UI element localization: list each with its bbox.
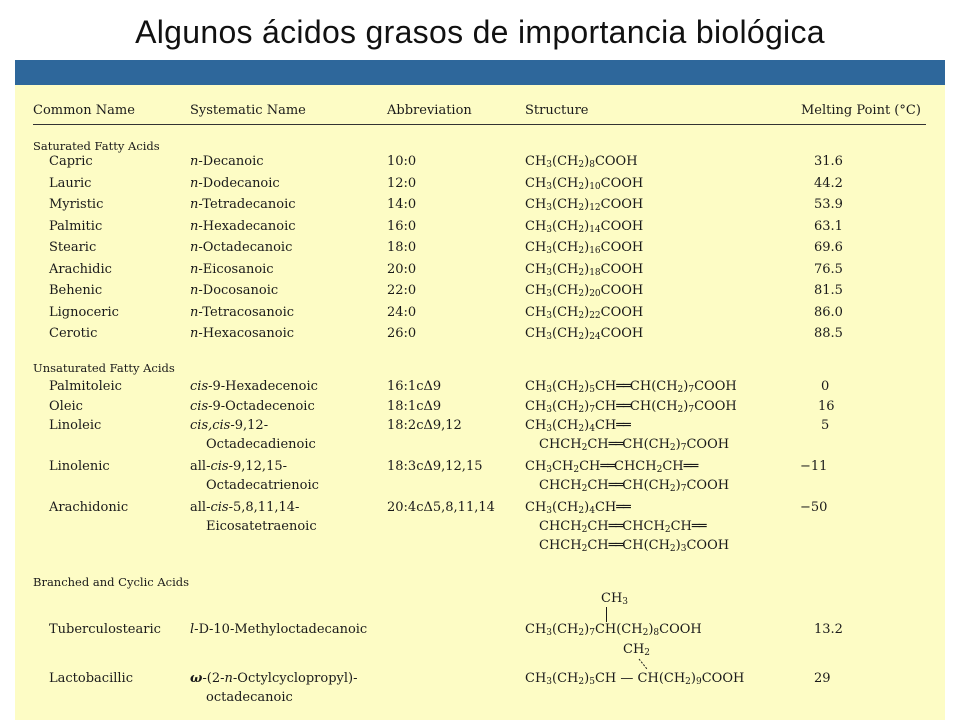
structure-cyclopropyl-ch2: $CH_2$: [623, 642, 651, 658]
abbreviation: 16:1cΔ9: [387, 379, 442, 394]
abbreviation: 18:3cΔ9,12,15: [387, 459, 483, 474]
melting-point: 81.5: [814, 283, 843, 298]
systematic-name: cis,cis-9,12-: [190, 418, 269, 433]
systematic-name: n-Docosanoic: [190, 283, 279, 298]
systematic-name: n-Octadecanoic: [190, 240, 293, 255]
common-name: Palmitic: [49, 218, 103, 234]
structure: $CH_3(CH_2)_{14}COOH$: [525, 218, 644, 235]
structure: $CH_3(CH_2)_8COOH$: [525, 154, 638, 170]
structure-cont: $CHCH_2CH══CH(CH_2)_7COOH$: [539, 478, 730, 494]
header-rule: [33, 124, 926, 125]
systematic-name-cont: Octadecadienoic: [206, 437, 316, 452]
systematic-name: n-Hexacosanoic: [190, 326, 295, 341]
melting-point: −11: [800, 459, 828, 474]
systematic-name: all-cis-5,8,11,14-: [190, 500, 300, 515]
structure-cont: $CHCH_2CH══CH(CH_2)_7COOH$: [539, 437, 730, 453]
systematic-name: n-Dodecanoic: [190, 175, 280, 191]
abbreviation: 12:0: [387, 175, 417, 191]
structure-cont: $CHCH_2CH══CH(CH_2)_3COOH$: [539, 538, 730, 554]
structure: $CH_3(CH_2)_{22}COOH$: [525, 304, 644, 321]
section-branched: Branched and Cyclic Acids: [33, 575, 190, 589]
abbreviation: 18:2cΔ9,12: [387, 418, 462, 433]
structure: $CH_3(CH_2)_7CH(CH_2)_8COOH$: [525, 622, 702, 638]
section-saturated: Saturated Fatty Acids: [33, 139, 160, 153]
abbreviation: 22:0: [387, 283, 417, 298]
branch-bond: [606, 607, 607, 622]
abbreviation: 26:0: [387, 326, 417, 341]
common-name: Capric: [49, 154, 93, 169]
abbreviation: 18:0: [387, 240, 417, 255]
abbreviation: 24:0: [387, 304, 417, 320]
structure: $CH_3(CH_2)_{20}COOH$: [525, 283, 644, 299]
systematic-name: all-cis-9,12,15-: [190, 459, 287, 474]
melting-point: 76.5: [814, 261, 843, 277]
melting-point: 0: [821, 379, 830, 394]
systematic-name: n-Eicosanoic: [190, 261, 274, 277]
common-name: Linolenic: [49, 459, 110, 474]
structure: $CH_3(CH_2)_4CH══$: [525, 500, 630, 516]
melting-point: 16: [818, 399, 835, 414]
melting-point: 69.6: [814, 240, 843, 255]
systematic-name: n-Hexadecanoic: [190, 218, 296, 234]
systematic-name: cis-9-Octadecenoic: [190, 399, 315, 414]
structure: $CH_3(CH_2)_{16}COOH$: [525, 240, 644, 256]
structure-methyl-branch: $CH_3$: [601, 591, 629, 607]
systematic-name: n-Tetracosanoic: [190, 304, 295, 320]
systematic-name: ω-(2-n-Octylcyclopropyl)-: [190, 671, 358, 686]
common-name: Lignoceric: [49, 304, 119, 320]
abbreviation: 14:0: [387, 197, 417, 212]
structure: $CH_3(CH_2)_{12}COOH$: [525, 197, 644, 213]
common-name: Lauric: [49, 175, 92, 191]
melting-point: 53.9: [814, 197, 843, 212]
header-abbreviation: Abbreviation: [387, 103, 472, 118]
structure: $CH_3(CH_2)_{10}COOH$: [525, 175, 644, 192]
abbreviation: 16:0: [387, 218, 417, 234]
melting-point: 88.5: [814, 326, 843, 341]
structure: $CH_3(CH_2)_{18}COOH$: [525, 261, 644, 278]
melting-point: 13.2: [814, 622, 843, 637]
melting-point: −50: [800, 500, 828, 515]
common-name: Arachidic: [49, 261, 112, 277]
systematic-name: cis-9-Hexadecenoic: [190, 379, 318, 394]
structure: $CH_3(CH_2)_{24}COOH$: [525, 326, 644, 342]
systematic-name-cont: Octadecatrienoic: [206, 478, 319, 493]
common-name: Oleic: [49, 399, 83, 414]
structure: $CH_3(CH_2)_5CH$ — $CH(CH_2)_9COOH$: [525, 671, 745, 687]
common-name: Arachidonic: [49, 500, 129, 515]
common-name: Linoleic: [49, 418, 102, 433]
header-structure: Structure: [525, 103, 589, 118]
common-name: Myristic: [49, 197, 104, 212]
fatty-acid-table: [15, 85, 945, 720]
header-melting-point: Melting Point (°C): [801, 103, 921, 118]
header-systematic-name: Systematic Name: [190, 103, 306, 118]
melting-point: 86.0: [814, 304, 843, 320]
common-name: Lactobacillic: [49, 671, 133, 686]
structure: $CH_3(CH_2)_5CH══CH(CH_2)_7COOH$: [525, 379, 737, 395]
structure: $CH_3(CH_2)_4CH══$: [525, 418, 630, 434]
systematic-name: l-D-10-Methyloctadecanoic: [190, 622, 368, 637]
melting-point: 31.6: [814, 154, 843, 169]
melting-point: 63.1: [814, 218, 843, 234]
common-name: Palmitoleic: [49, 379, 122, 394]
melting-point: 29: [814, 671, 831, 686]
structure: $CH_3(CH_2)_7CH══CH(CH_2)_7COOH$: [525, 399, 737, 415]
title-bar: [15, 60, 945, 85]
slide-title: Algunos ácidos grasos de importancia biológica: [135, 14, 825, 50]
common-name: Tuberculostearic: [49, 622, 161, 637]
header-common-name: Common Name: [33, 103, 135, 118]
systematic-name: n-Decanoic: [190, 154, 264, 169]
systematic-name-cont: octadecanoic: [206, 690, 293, 705]
common-name: Stearic: [49, 240, 97, 255]
systematic-name: n-Tetradecanoic: [190, 197, 296, 212]
abbreviation: 20:4cΔ5,8,11,14: [387, 500, 495, 515]
melting-point: 5: [821, 418, 830, 433]
common-name: Cerotic: [49, 326, 98, 341]
abbreviation: 10:0: [387, 154, 417, 169]
common-name: Behenic: [49, 283, 103, 298]
section-unsaturated: Unsaturated Fatty Acids: [33, 361, 175, 375]
systematic-name-cont: Eicosatetraenoic: [206, 519, 317, 534]
structure: $CH_3CH_2CH══CHCH_2CH══$: [525, 459, 698, 475]
melting-point: 44.2: [814, 175, 843, 191]
structure-cont: $CHCH_2CH══CHCH_2CH══$: [539, 519, 706, 535]
abbreviation: 18:1cΔ9: [387, 399, 442, 414]
abbreviation: 20:0: [387, 261, 417, 277]
